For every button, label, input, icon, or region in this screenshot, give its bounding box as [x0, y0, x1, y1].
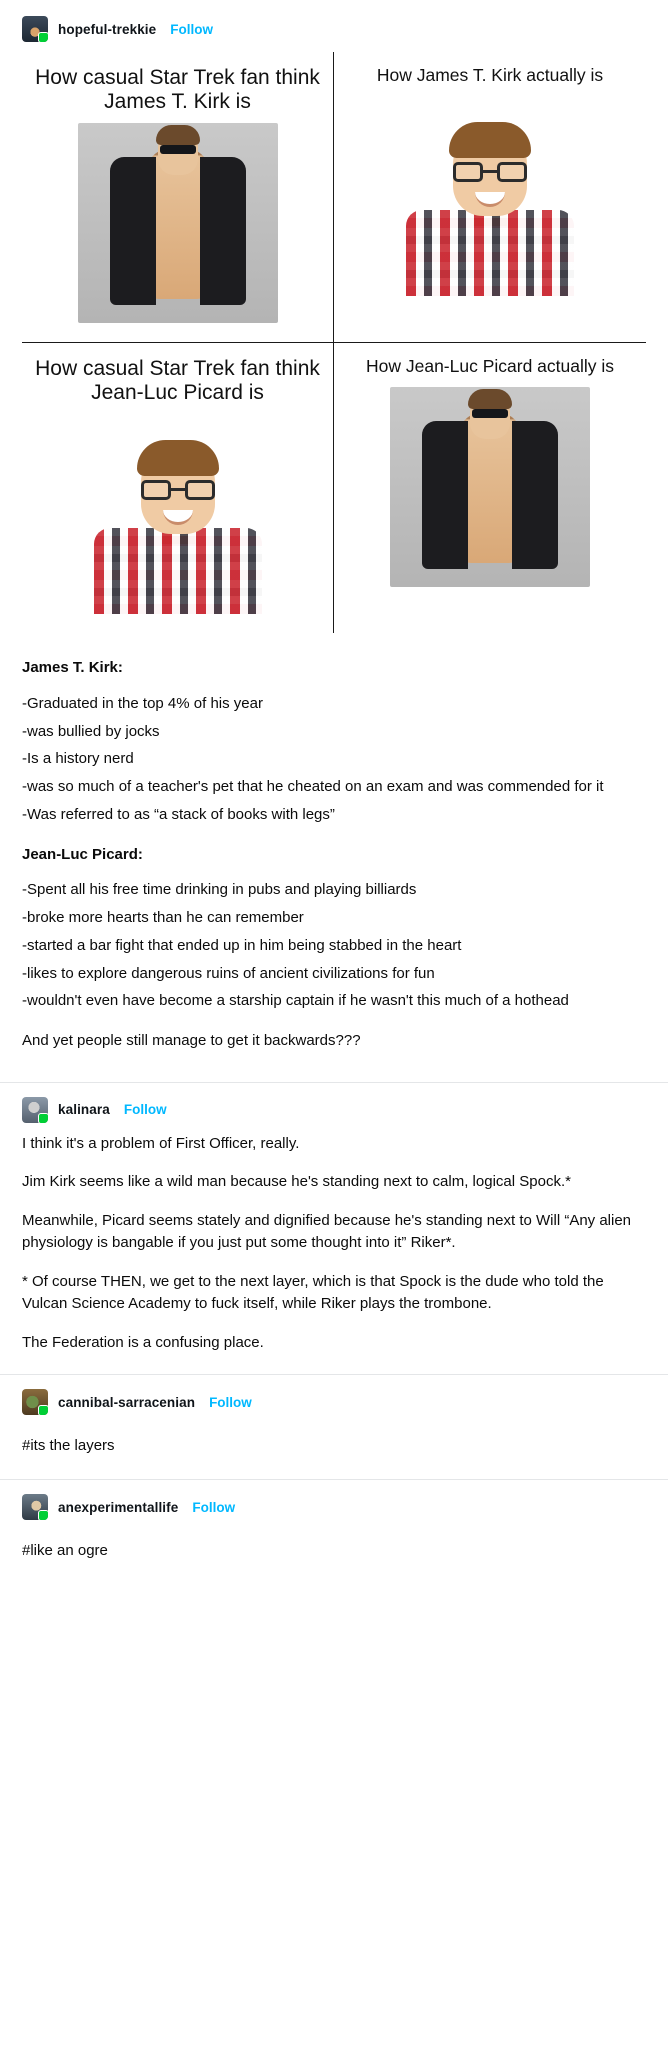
online-badge-icon: [38, 32, 48, 42]
list-item: -Spent all his free time drinking in pubs and playing billiards: [22, 881, 417, 899]
reblog-header-anexperimentallife: [0, 1480, 668, 1528]
meme-image[interactable]: [0, 52, 668, 633]
list-item: -started a bar fight that ended up in him being stabbed in the heart: [22, 936, 462, 954]
hair-shape: [449, 122, 531, 158]
paragraph: Meanwhile, Picard seems stately and dignified because he's standing next to Will “Any alien physiology is bangable if you just put some thought into it” Riker*.: [22, 1211, 632, 1252]
paragraph: * Of course THEN, we get to the next layer, which is that Spock is the dude who told the Vulcan Science Academy to fuck itself, while Riker plays the trombone.: [22, 1272, 604, 1313]
reblog-body-kalinara: [0, 1131, 668, 1369]
kirk-heading: James T. Kirk:: [22, 659, 123, 677]
hair-shape: [156, 125, 200, 145]
list-item: -wouldn't even have become a starship captain if he wasn't this much of a hothead: [22, 992, 569, 1010]
meme-caption: How James T. Kirk actually is: [376, 65, 604, 85]
follow-button[interactable]: Follow: [192, 1499, 236, 1515]
hair-shape: [137, 440, 219, 476]
hair-shape: [468, 389, 512, 409]
post-closing-line: And yet people still manage to get it backwards???: [22, 1032, 361, 1050]
post-header: [0, 0, 668, 52]
paragraph: I think it's a problem of First Officer, really.: [22, 1134, 300, 1152]
meme-caption: How casual Star Trek fan think James T. Kirk is: [35, 66, 320, 113]
meme-caption: How casual Star Trek fan think Jean-Luc Picard is: [35, 357, 320, 404]
avatar[interactable]: [22, 1097, 48, 1123]
reblog-body-anexperimentallife: [0, 1528, 668, 1578]
reblog-author-username[interactable]: kalinara: [58, 1102, 110, 1118]
reblog-body-cannibal-sarracenian: [0, 1423, 668, 1473]
list-item: -Is a history nerd: [22, 750, 134, 768]
plaid-shirt-shape: [94, 528, 262, 614]
paragraph: Jim Kirk seems like a wild man because he's standing next to calm, logical Spock.*: [22, 1173, 571, 1191]
picard-fact-list: [22, 879, 646, 1012]
meme-cell-kirk-reality: [334, 52, 646, 343]
avatar[interactable]: [22, 1494, 48, 1520]
picard-heading: Jean-Luc Picard:: [22, 845, 143, 863]
meme-cell-picard-reality: [334, 343, 646, 633]
reblog-header-cannibal-sarracenian: [0, 1375, 668, 1423]
meme-cell-picard-expectation: [22, 343, 334, 633]
eyeglasses-icon: [141, 480, 215, 500]
reblog-author-username[interactable]: cannibal-sarracenian: [58, 1394, 196, 1410]
meme-caption: How Jean-Luc Picard actually is: [365, 356, 615, 377]
plaid-shirt-shape: [406, 210, 574, 296]
follow-button[interactable]: Follow: [209, 1394, 252, 1410]
tag-text: #like an ogre: [22, 1542, 108, 1560]
post-body: [0, 633, 668, 1076]
online-badge-icon: [38, 1405, 48, 1415]
reblog-author-username[interactable]: anexperimentallife: [58, 1499, 179, 1515]
avatar[interactable]: [22, 16, 48, 42]
shirtless-man-photo: [390, 387, 590, 587]
shirtless-man-photo: [78, 123, 278, 323]
list-item: -Was referred to as “a stack of books with legs”: [22, 805, 335, 823]
nerd-photo: [78, 414, 278, 614]
sunglasses-icon: [160, 145, 196, 154]
follow-button[interactable]: Follow: [170, 21, 214, 37]
follow-button[interactable]: Follow: [123, 1102, 167, 1118]
list-item: -Graduated in the top 4% of his year: [22, 694, 263, 712]
online-badge-icon: [38, 1510, 48, 1520]
list-item: -broke more hearts than he can remember: [22, 909, 304, 927]
reblog-header-kalinara: [0, 1083, 668, 1131]
meme-grid: [22, 52, 646, 633]
tag-text: #its the layers: [22, 1437, 115, 1455]
avatar[interactable]: [22, 1389, 48, 1415]
list-item: -was bullied by jocks: [22, 722, 160, 740]
eyeglasses-icon: [453, 162, 527, 182]
sunglasses-icon: [472, 409, 508, 418]
kirk-fact-list: [22, 693, 646, 826]
list-item: -likes to explore dangerous ruins of ancient civilizations for fun: [22, 964, 435, 982]
list-item: -was so much of a teacher's pet that he cheated on an exam and was commended for it: [22, 778, 604, 796]
meme-cell-kirk-expectation: [22, 52, 334, 343]
paragraph: The Federation is a confusing place.: [22, 1333, 264, 1351]
nerd-photo: [390, 96, 590, 296]
post-author-username[interactable]: hopeful-trekkie: [58, 21, 157, 37]
online-badge-icon: [38, 1113, 48, 1123]
